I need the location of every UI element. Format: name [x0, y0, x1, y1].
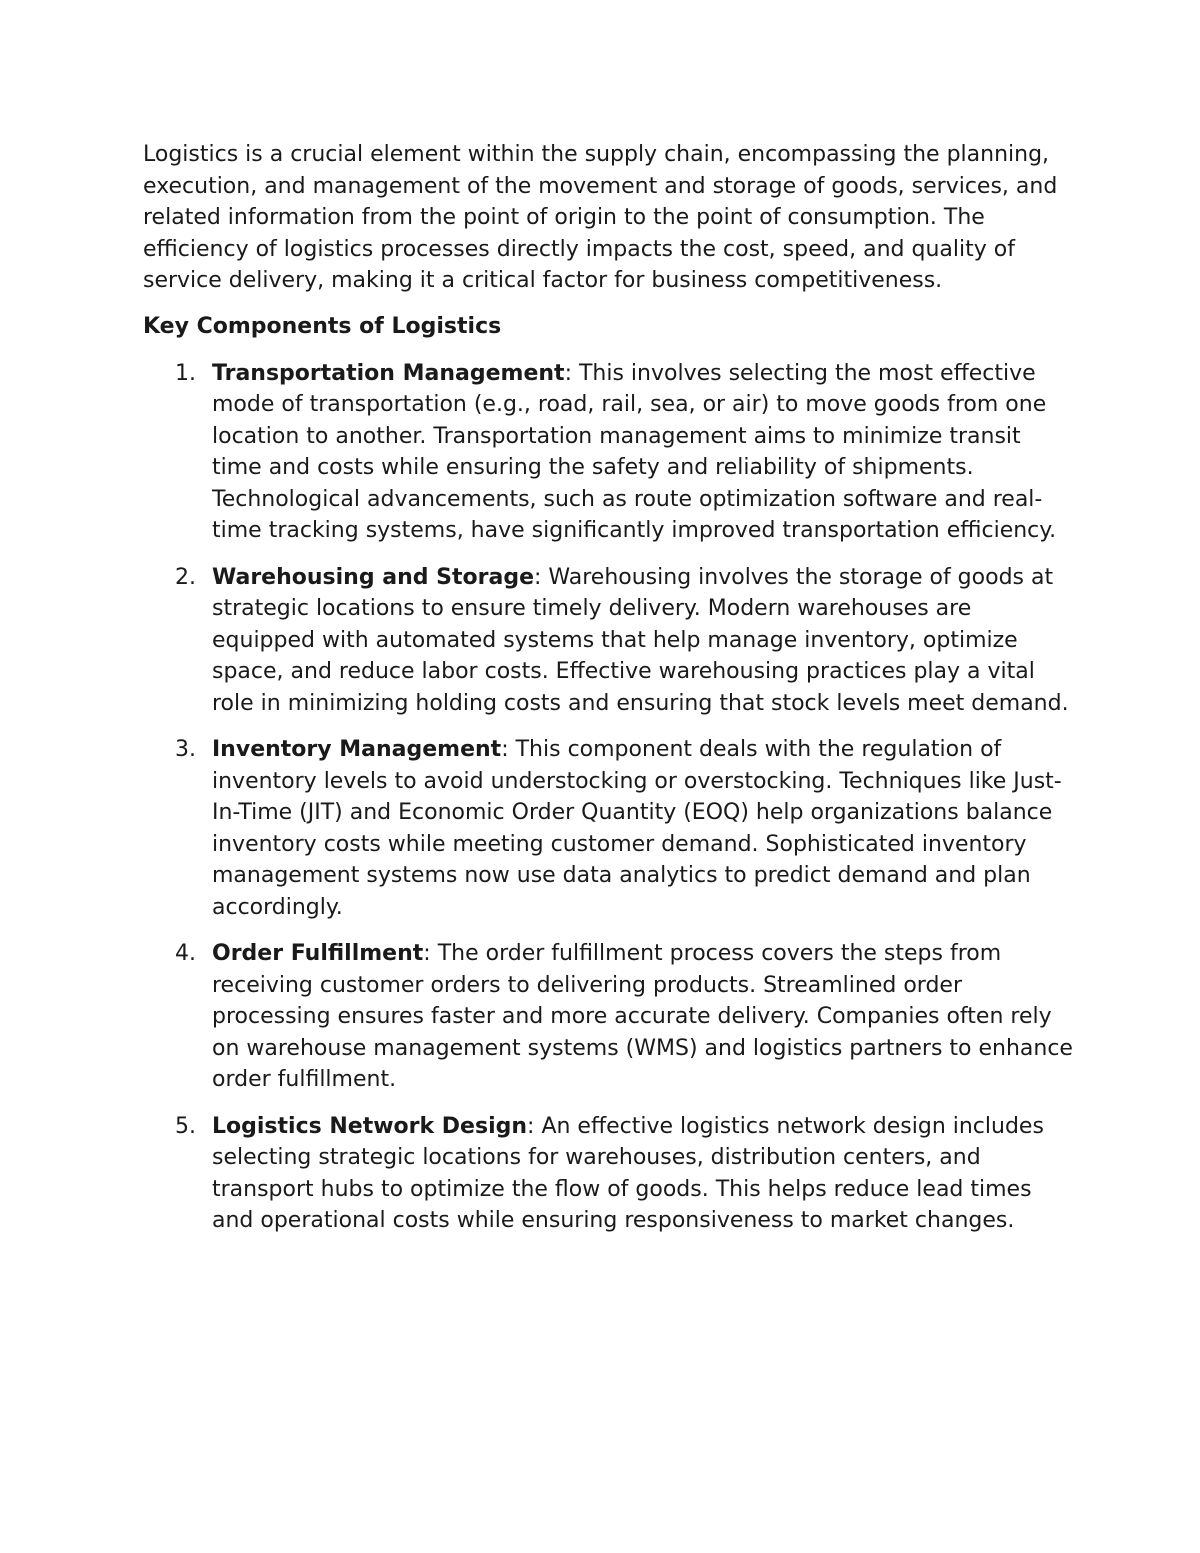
- components-list: [143, 358, 1073, 1237]
- component-title: Warehousing and Storage: [212, 564, 534, 590]
- list-number: 3.: [175, 737, 196, 762]
- component-body: An effective logistics network design includes selecting strategic locations for warehouses, distribution centers, and transport hubs to optimize the flow of goods. This helps reduce lead times and operational costs while ensuring responsiveness to market changes.: [212, 1113, 1044, 1233]
- component-title: Logistics Network Design: [212, 1113, 528, 1139]
- title-separator: :: [527, 1113, 535, 1139]
- list-item-warehousing-and-storage: [143, 562, 1073, 720]
- title-separator: :: [564, 360, 572, 386]
- component-title: Transportation Management: [212, 360, 565, 386]
- list-item-inventory-management: [143, 734, 1073, 923]
- component-body: The order fulfillment process covers the steps from receiving customer orders to delivering products. Streamlined order processing ensures faster and more accurate delivery. Companies often rely on warehouse management systems (WMS) and logistics partners to enhance order fulfillment.: [212, 941, 1073, 1092]
- component-title: Inventory Management: [212, 737, 502, 762]
- section-heading: Key Components of Logistics: [143, 313, 502, 339]
- list-number: 5.: [175, 1113, 196, 1139]
- component-body: This component deals with the regulation of inventory levels to avoid understocking or overstocking. Techniques like Just-In-Time (JIT) and Economic Order Quantity (EOQ) help organizations balance inventory costs while meeting customer demand. Sophisticated inventory management systems now use data analytics to predict demand and plan accordingly.: [212, 737, 1062, 920]
- list-item-transportation-management: [143, 358, 1073, 547]
- intro-paragraph: Logistics is a crucial element within the supply chain, encompassing the planning, execution, and management of the movement and storage of goods, services, and related information from the point of origin to the point of consumption. The efficiency of logistics processes directly impacts the cost, speed, and quality of service delivery, making it a critical factor for business competitiveness.: [143, 142, 1058, 293]
- document-page: [143, 139, 1073, 1252]
- title-separator: :: [534, 564, 542, 590]
- component-body: Warehousing involves the storage of goods at strategic locations to ensure timely delivery. Modern warehouses are equipped with automated systems that help manage inventory, optimize space, and reduce labor costs. Effective warehousing practices play a vital role in minimizing holding costs and ensuring that stock levels meet demand.: [212, 564, 1069, 716]
- list-number: 4.: [175, 941, 196, 966]
- list-item-logistics-network-design: [143, 1111, 1073, 1237]
- component-body: This involves selecting the most effective mode of transportation (e.g., road, rail, sea, or air) to move goods from one location to another. Transportation management aims to minimize transit time and costs while ensuring the safety and reliability of shipments. Technological advancements, such as route optimization software and real-time tracking systems, have significantly improved transportation efficiency.: [212, 360, 1057, 543]
- component-title: Order Fulfillment: [212, 941, 424, 966]
- title-separator: :: [501, 737, 509, 762]
- list-number: 2.: [175, 564, 196, 590]
- list-item-order-fulfillment: [143, 938, 1073, 1096]
- list-number: 1.: [175, 360, 196, 386]
- title-separator: :: [423, 941, 431, 966]
